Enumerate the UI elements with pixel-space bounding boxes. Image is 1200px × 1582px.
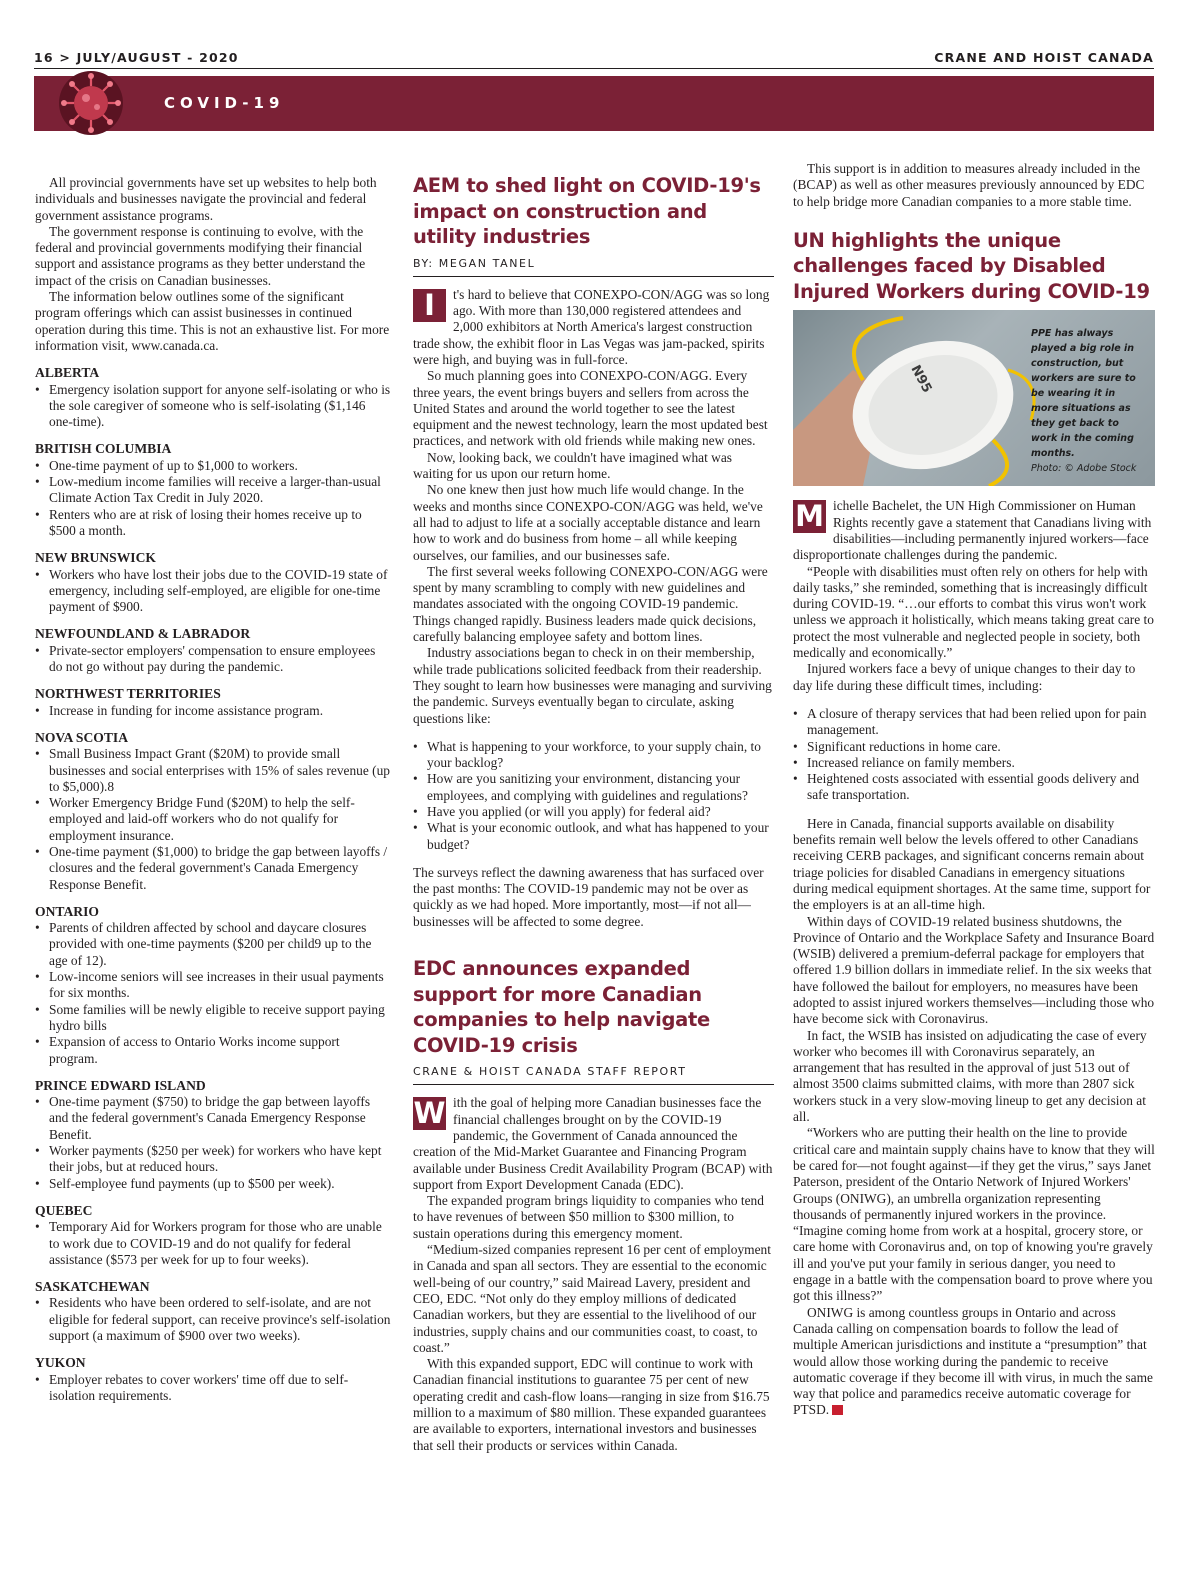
- un-challenges-list: [793, 706, 1155, 804]
- list-item: • Parents of children affected by school and daycare closures provided with one-time payments ($200 per child9 up to the age of 12).: [35, 920, 391, 969]
- province-heading: NEW BRUNSWICK: [35, 550, 156, 566]
- aem-headline: AEM to shed light on COVID-19's impact on construction and utility industries: [413, 174, 761, 248]
- province-program-list: [35, 1094, 391, 1192]
- province-heading: NEWFOUNDLAND & LABRADOR: [35, 626, 251, 642]
- province-list: [35, 365, 391, 1404]
- list-item: • What is happening to your workforce, to your supply chain, to your backlog?: [413, 739, 774, 772]
- list-item: • One-time payment of up to $1,000 to workers.: [35, 458, 391, 474]
- province-program-list: [35, 1372, 391, 1405]
- provincial-programs-column: [35, 175, 391, 1404]
- edc-byline: CRANE & HOIST CANADA STAFF REPORT: [413, 1058, 774, 1085]
- province-heading: NORTHWEST TERRITORIES: [35, 686, 221, 702]
- province-heading: ONTARIO: [35, 903, 99, 919]
- aem-byline: BY: MEGAN TANEL: [413, 250, 774, 277]
- province-program-list: [35, 382, 391, 431]
- ppe-mask-photo: [793, 310, 1155, 486]
- province-heading: BRITISH COLUMBIA: [35, 441, 172, 457]
- list-item: • What is your economic outlook, and what has happened to your budget?: [413, 820, 774, 853]
- province-heading: SASKATCHEWAN: [35, 1279, 150, 1295]
- photo-credit: Photo: © Adobe Stock: [1031, 463, 1137, 475]
- list-item: • Worker payments ($250 per week) for workers who have kept their jobs, but at reduced hours.: [35, 1143, 391, 1176]
- dropcap: M: [793, 500, 826, 533]
- list-item: • Some families will be newly eligible to receive support paying hydro bills: [35, 1002, 391, 1035]
- dropcap: I: [413, 289, 446, 322]
- section-banner: [34, 76, 1154, 131]
- aem-first-paragraph: I t's hard to believe that CONEXPO-CON/AGG was so long ago. With more than 130,000 registered attendees and 2,000 exhibitors at North America's largest construction trade show, the exhibit floor in Las Vegas was jam-packed, spirits were high, and buying was in full-force.: [413, 286, 770, 367]
- un-paragraph: Within days of COVID-19 related business shutdowns, the Province of Ontario and the Workplace Safety and Insurance Board (WSIB) delivered a premium-deferral package for employers that offered 1.9 billion dollars in immediate relief. In the six weeks that have followed the bailout for employers, no measures have been adopted to assist injured workers themselves—including those who have become sick with Coronavirus.: [793, 913, 1155, 1027]
- list-item: • Emergency isolation support for anyone self-isolating or who is the sole caregiver of someone who is self-isolating ($1,146 one-time).: [35, 382, 391, 431]
- list-item: • A closure of therapy services that had been relied upon for pain management.: [793, 706, 1155, 739]
- list-item: • Renters who are at risk of losing their homes receive up to $500 a month.: [35, 507, 391, 540]
- dropcap: W: [413, 1096, 446, 1131]
- province-program-list: [35, 458, 391, 539]
- list-item: • Temporary Aid for Workers program for those who are unable to work due to COVID-19 and do not qualify for federal assistance ($573 per week for up to four weeks).: [35, 1219, 391, 1268]
- province-program-list: [35, 643, 391, 676]
- right-column: [793, 161, 1155, 1419]
- un-paragraph: “Workers who are putting their health on the line to provide critical care and maintain supply chains have to know that they will be cared for—not fought against—if they get the virus,” says Janet Paterson, president of the Ontario Network of Injured Workers' Groups (ONIWG), an umbrella organization representing thousands of permanently injured workers in the province. “Imagine coming home from work at a hospital, grocery store, or care home with Coronavirus and, on top of knowing you're gravely ill and you've put your family in serious danger, you need to engage in a battle with the compensation board to prove where you got this illness?”: [793, 1125, 1155, 1304]
- un-final-paragraph: ONIWG is among countless groups in Ontario and across Canada calling on compensation boards to follow the lead of multiple American jurisdictions and institute a “presumption” that would allow those working during the pandemic to receive automatic coverage if they become ill with virus, in much the same way that police and paramedics receive automatic coverage for PTSD.: [793, 1304, 1153, 1418]
- list-item: • Heightened costs associated with essential goods delivery and safe transportation.: [793, 771, 1155, 804]
- end-mark-icon: [832, 1405, 843, 1415]
- list-item: • Low-income seniors will see increases in their usual payments for six months.: [35, 969, 391, 1002]
- edc-paragraph: “Medium-sized companies represent 16 per cent of employment in Canada and span all sectors. They are essential to the economic well-being of our country,” said Mairead Lavery, president and CEO, EDC. “Not only do they employ millions of dedicated Canadian workers, but they are essential to the livelihood of our industries, supply chains and our communities coast, to coast, to coast.”: [413, 1242, 771, 1355]
- list-item: • One-time payment ($1,000) to bridge the gap between layoffs / closures and the federal government's Canada Emergency Response Benefit.: [35, 844, 391, 893]
- province-program-list: [35, 746, 391, 893]
- province-heading: PRINCE EDWARD ISLAND: [35, 1077, 206, 1093]
- center-column: [413, 173, 774, 1454]
- list-item: • Significant reductions in home care.: [793, 739, 1155, 755]
- page-info: 16 > JULY/AUGUST - 2020: [34, 50, 239, 65]
- list-item: • Self-employee fund payments (up to $500 per week).: [35, 1176, 391, 1192]
- edc-headline: EDC announces expanded support for more Canadian companies to help navigate COVID-19 crisis: [413, 957, 710, 1057]
- list-item: • Employer rebates to cover workers' time off due to self-isolation requirements.: [35, 1372, 391, 1405]
- mask-label: N95: [907, 363, 935, 396]
- province-program-list: [35, 1295, 391, 1344]
- list-item: • Increase in funding for income assistance program.: [35, 703, 391, 719]
- aem-question-list: [413, 739, 774, 853]
- list-item: • Workers who have lost their jobs due to the COVID-19 state of emergency, including self-employed, are eligible for one-time payment of $900.: [35, 567, 391, 616]
- aem-paragraph: So much planning goes into CONEXPO-CON/AGG. Every three years, the event brings buyers and sellers from across the United States and around the world together to see the latest equipment and the newest technology, learn the most updated best practices, and network with old friends while making new ones.: [413, 368, 768, 449]
- province-program-list: [35, 920, 391, 1067]
- section-title: COVID-19: [164, 94, 285, 112]
- photo-caption: PPE has always played a big role in construction, but workers are sure to be wearing it in more situations as they get back to work in the coming months. Photo: © Adobe Stock: [1031, 328, 1137, 475]
- list-item: • Expansion of access to Ontario Works income support program.: [35, 1034, 391, 1067]
- coronavirus-icon: [58, 70, 124, 136]
- province-heading: NOVA SCOTIA: [35, 729, 129, 745]
- list-item: • Residents who have been ordered to self-isolate, and are not eligible for federal support, can receive province's self-isolation support (a maximum of $900 over two weeks).: [35, 1295, 391, 1344]
- province-program-list: [35, 703, 391, 719]
- intro-paragraph: The information below outlines some of the significant program offerings which can assist businesses in continued operation during this time. This is not an exhaustive list. For more information visit, www.canada.ca.: [35, 289, 390, 353]
- list-item: • Increased reliance on family members.: [793, 755, 1155, 771]
- aem-paragraph: Now, looking back, we couldn't have imagined what was waiting for us upon our return home.: [413, 449, 732, 482]
- edc-continued-paragraph: This support is in addition to measures already included in the (BCAP) as well as other measures previously announced by EDC to help bridge more Canadian companies to a more stable time.: [793, 161, 1145, 209]
- list-item: • Private-sector employers' compensation to ensure employees do not go without pay during the pandemic.: [35, 643, 391, 676]
- aem-closing-paragraph: The surveys reflect the dawning awareness that has surfaced over the past months: The COVID-19 pandemic may not be over as quickly as we had hoped. More importantly, most—if not all—businesses will be affected to some degree.: [413, 864, 764, 929]
- list-item: • Low-medium income families will receive a larger-than-usual Climate Action Tax Credit in July 2020.: [35, 474, 391, 507]
- edc-paragraph: With this expanded support, EDC will continue to work with Canadian financial institutions to guarantee 75 per cent of new operating credit and cash-flow loans—ranging in size from $16.75 million to a maximum of $80 million. These expanded guarantees are available to exporters, international investors and businesses that sell their products or services within Canada.: [413, 1356, 770, 1453]
- aem-paragraph: The first several weeks following CONEXPO-CON/AGG were spent by many scrambling to comply with new guidelines and mandates associated with the ongoing COVID-19 pandemic. Things changed rapidly. Business leaders made quick decisions, carefully balancing employee safety and bottom lines.: [413, 563, 768, 645]
- un-paragraph: Here in Canada, financial supports available on disability benefits remain well below the levels offered to other Canadians receiving CERB packages, and significant concerns remain about triage policies for disabled Canadians in emergency situations during medical equipment shortages. At the same time, support for the employers is at an all-time high.: [793, 815, 1151, 913]
- publication-name: CRANE AND HOIST CANADA: [934, 50, 1154, 65]
- intro-paragraph: All provincial governments have set up websites to help both individuals and businesses navigate the provincial and federal government assistance programs.: [35, 175, 377, 223]
- province-heading: ALBERTA: [35, 365, 100, 381]
- province-program-list: [35, 567, 391, 616]
- un-headline: UN highlights the unique challenges faced by Disabled Injured Workers during COVID-19: [793, 228, 1150, 303]
- un-paragraph: Injured workers face a bevy of unique changes to their day to day life during these difficult times, including:: [793, 661, 1136, 693]
- list-item: • Small Business Impact Grant ($20M) to provide small businesses and social enterprises with 15% of sales revenue (up to $5,000).8: [35, 746, 391, 795]
- aem-paragraph: No one knew then just how much life would change. In the weeks and months since CONEXPO-CON/AGG was held, we've all had to adjust to life at a socially acceptable distance and learn how to work and do business from home – all while keeping ourselves, our families, and our businesses safe.: [413, 482, 763, 563]
- edc-first-paragraph: W ith the goal of helping more Canadian businesses face the financial challenges brought on by the COVID-19 pandemic, the Government of Canada announced the creation of the Mid-Market Guarantee and Financing Program available under Business Credit Availability Program (BCAP) with support from Export Development Canada (EDC).: [413, 1095, 773, 1192]
- un-paragraph: In fact, the WSIB has insisted on adjudicating the case of every worker who becomes ill with Coronavirus separately, an arrangement that has resulted in the approval of just 513 out of almost 3500 claims submitted claims, with more than 2807 sick workers stuck in a very slow-moving lineup to get any decision at all.: [793, 1027, 1147, 1125]
- province-heading: QUEBEC: [35, 1202, 93, 1218]
- page-header: [34, 48, 1154, 69]
- province-program-list: [35, 1219, 391, 1268]
- province-heading: YUKON: [35, 1355, 86, 1371]
- list-item: • How are you sanitizing your environment, distancing your employees, and complying with guidelines and regulations?: [413, 771, 774, 804]
- aem-paragraph: Industry associations began to check in on their membership, while trade publications solicited feedback from their readership. They sought to learn how businesses were managing and surviving the pandemic. Surveys eventually began to circulate, asking questions like:: [413, 645, 772, 726]
- edc-paragraph: The expanded program brings liquidity to companies who tend to have revenues of between $50 million to $300 million, to sustain operations during this emergency moment.: [413, 1193, 764, 1241]
- list-item: • Worker Emergency Bridge Fund ($20M) to help the self-employed and laid-off workers who do not qualify for employment insurance.: [35, 795, 391, 844]
- un-paragraph: “People with disabilities must often rely on others for help with daily tasks,” she reminded, something that is increasingly difficult during COVID-19. “…our efforts to combat this virus won't work unless we approach it holistically, which means taking great care to protect the most vulnerable and neglected people in society, both medically and economically.”: [793, 563, 1154, 661]
- intro-paragraph: The government response is continuing to evolve, with the federal and provincial governments modifying their financial support and assistance programs as they better understand the impact of the crisis on Canadian businesses.: [35, 223, 366, 288]
- list-item: • Have you applied (or will you apply) for federal aid?: [413, 804, 774, 820]
- list-item: • One-time payment ($750) to bridge the gap between layoffs and the federal government's Canada Emergency Response Benefit.: [35, 1094, 391, 1143]
- un-first-paragraph: M ichelle Bachelet, the UN High Commissioner on Human Rights recently gave a statement that Canadians living with disabilities—including permanently injured workers—face disproportionate challenges during the pandemic.: [793, 498, 1152, 563]
